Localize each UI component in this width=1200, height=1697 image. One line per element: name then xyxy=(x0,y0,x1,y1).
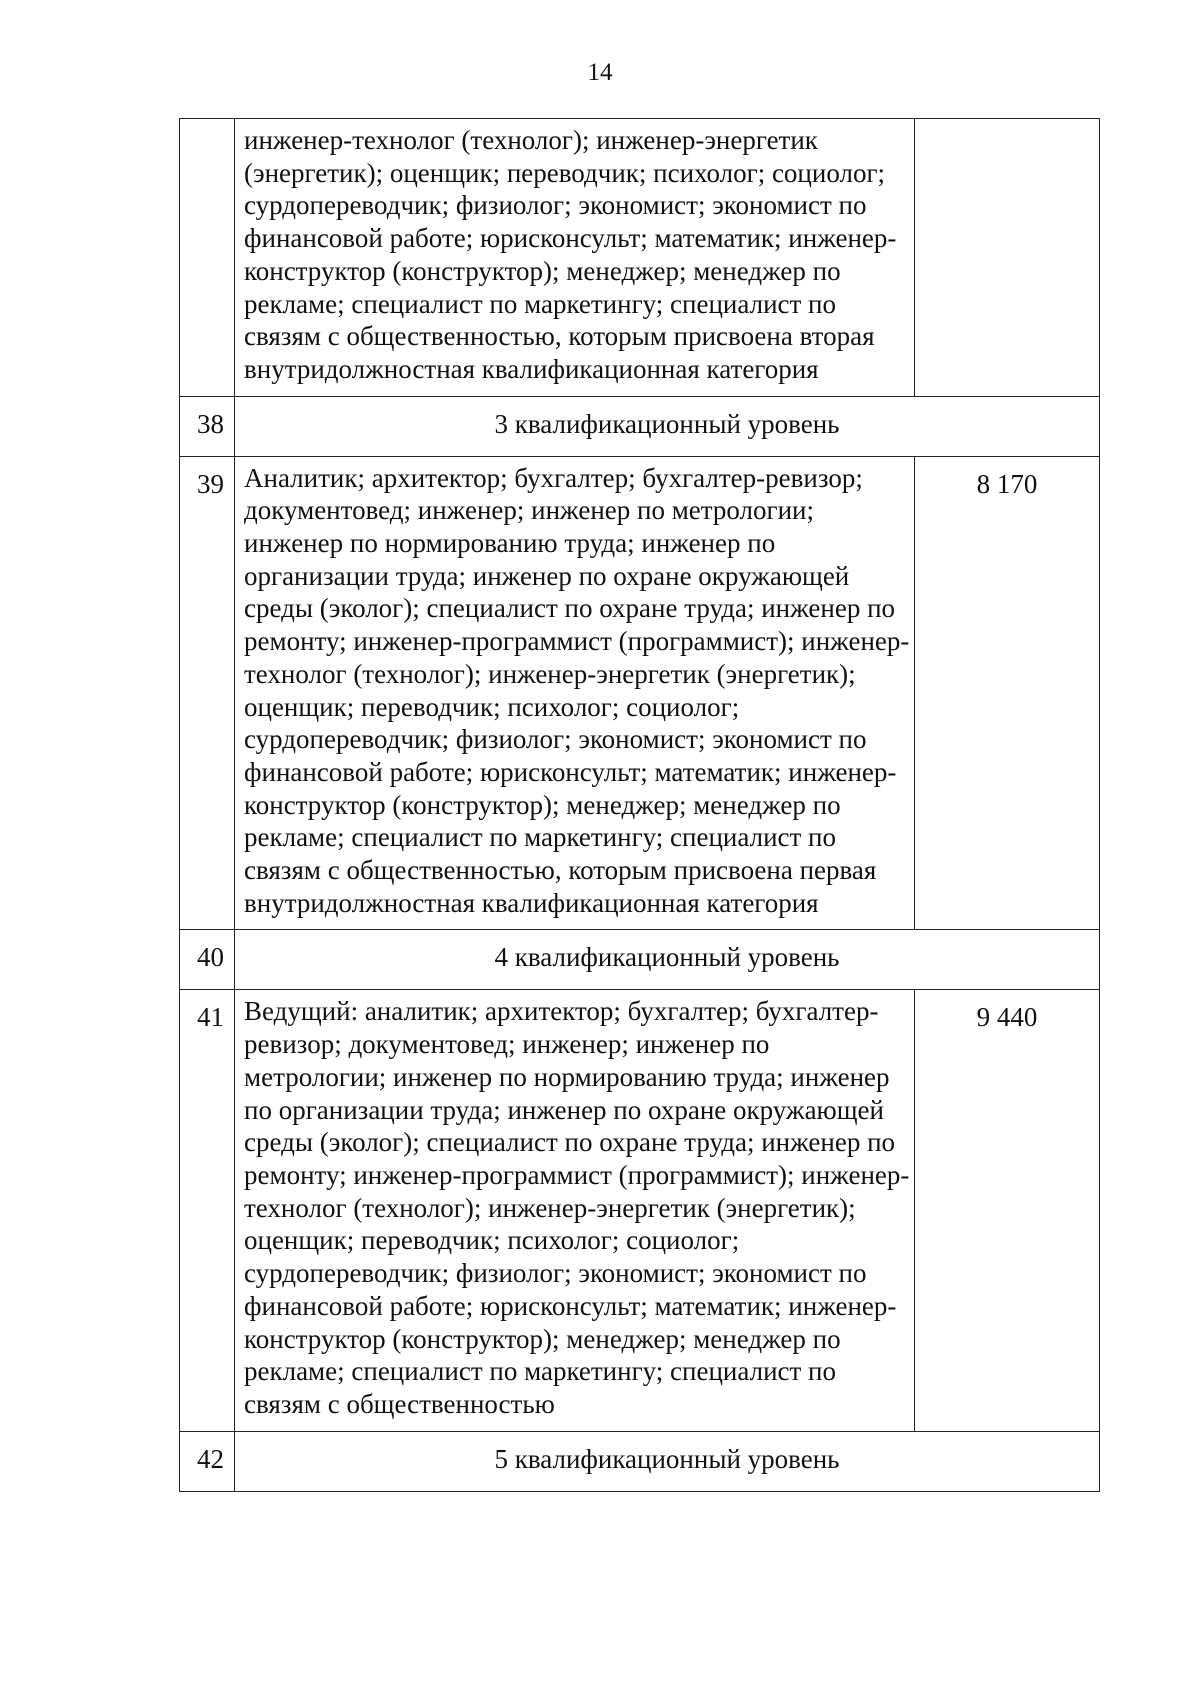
salary-value xyxy=(915,119,1100,397)
salary-value: 9 440 xyxy=(915,990,1100,1431)
row-number: 39 xyxy=(180,456,235,930)
qualification-level-heading: 5 квалификационный уровень xyxy=(235,1431,1100,1491)
table-row xyxy=(180,990,1100,1431)
row-number xyxy=(180,119,235,397)
position-list: Ведущий: аналитик; архитектор; бухгалтер; бухгалтер-ревизор; документовед; инженер; инженер по метрологии; инженер по нормированию труда; инженер по организации труда; инженер по охране окружающей среды (эколог); специалист по охране труда; инженер по ремонту; инженер-программист (программист); инженер-технолог (технолог); инженер-энергетик (энергетик); оценщик; переводчик; психолог; социолог; сурдопереводчик; физиолог; экономист; экономист по финансовой работе; юрисконсульт; математик; инженер-конструктор (конструктор); менеджер; менеджер по рекламе; специалист по маркетингу; специалист по связям с общественностью xyxy=(235,990,915,1431)
qualification-level-heading: 3 квалификационный уровень xyxy=(235,396,1100,456)
row-number: 40 xyxy=(180,930,235,990)
position-list: Аналитик; архитектор; бухгалтер; бухгалтер-ревизор; документовед; инженер; инженер по метрологии; инженер по нормированию труда; инженер по организации труда; инженер по охране окружающей среды (эколог); специалист по охране труда; инженер по ремонту; инженер-программист (программист); инженер-технолог (технолог); инженер-энергетик (энергетик); оценщик; переводчик; психолог; социолог; сурдопереводчик; физиолог; экономист; экономист по финансовой работе; юрисконсульт; математик; инженер-конструктор (конструктор); менеджер; менеджер по рекламе; специалист по маркетингу; специалист по связям с общественностью, которым присвоена первая внутридолжностная квалификационная категория xyxy=(235,456,915,930)
row-number: 41 xyxy=(180,990,235,1431)
salary-table xyxy=(179,118,1100,1492)
page-number: 14 xyxy=(587,59,613,86)
position-list: инженер-технолог (технолог); инженер-энергетик (энергетик); оценщик; переводчик; психолог; социолог; сурдопереводчик; физиолог; экономист; экономист по финансовой работе; юрисконсульт; математик; инженер-конструктор (конструктор); менеджер; менеджер по рекламе; специалист по маркетингу; специалист по связям с общественностью, которым присвоена вторая внутридолжностная квалификационная категория xyxy=(235,119,915,397)
row-number: 42 xyxy=(180,1431,235,1491)
row-number: 38 xyxy=(180,396,235,456)
salary-value: 8 170 xyxy=(915,456,1100,930)
table-row xyxy=(180,119,1100,397)
table-row xyxy=(180,930,1100,990)
qualification-level-heading: 4 квалификационный уровень xyxy=(235,930,1100,990)
table-row xyxy=(180,456,1100,930)
table-row xyxy=(180,1431,1100,1491)
table-row xyxy=(180,396,1100,456)
